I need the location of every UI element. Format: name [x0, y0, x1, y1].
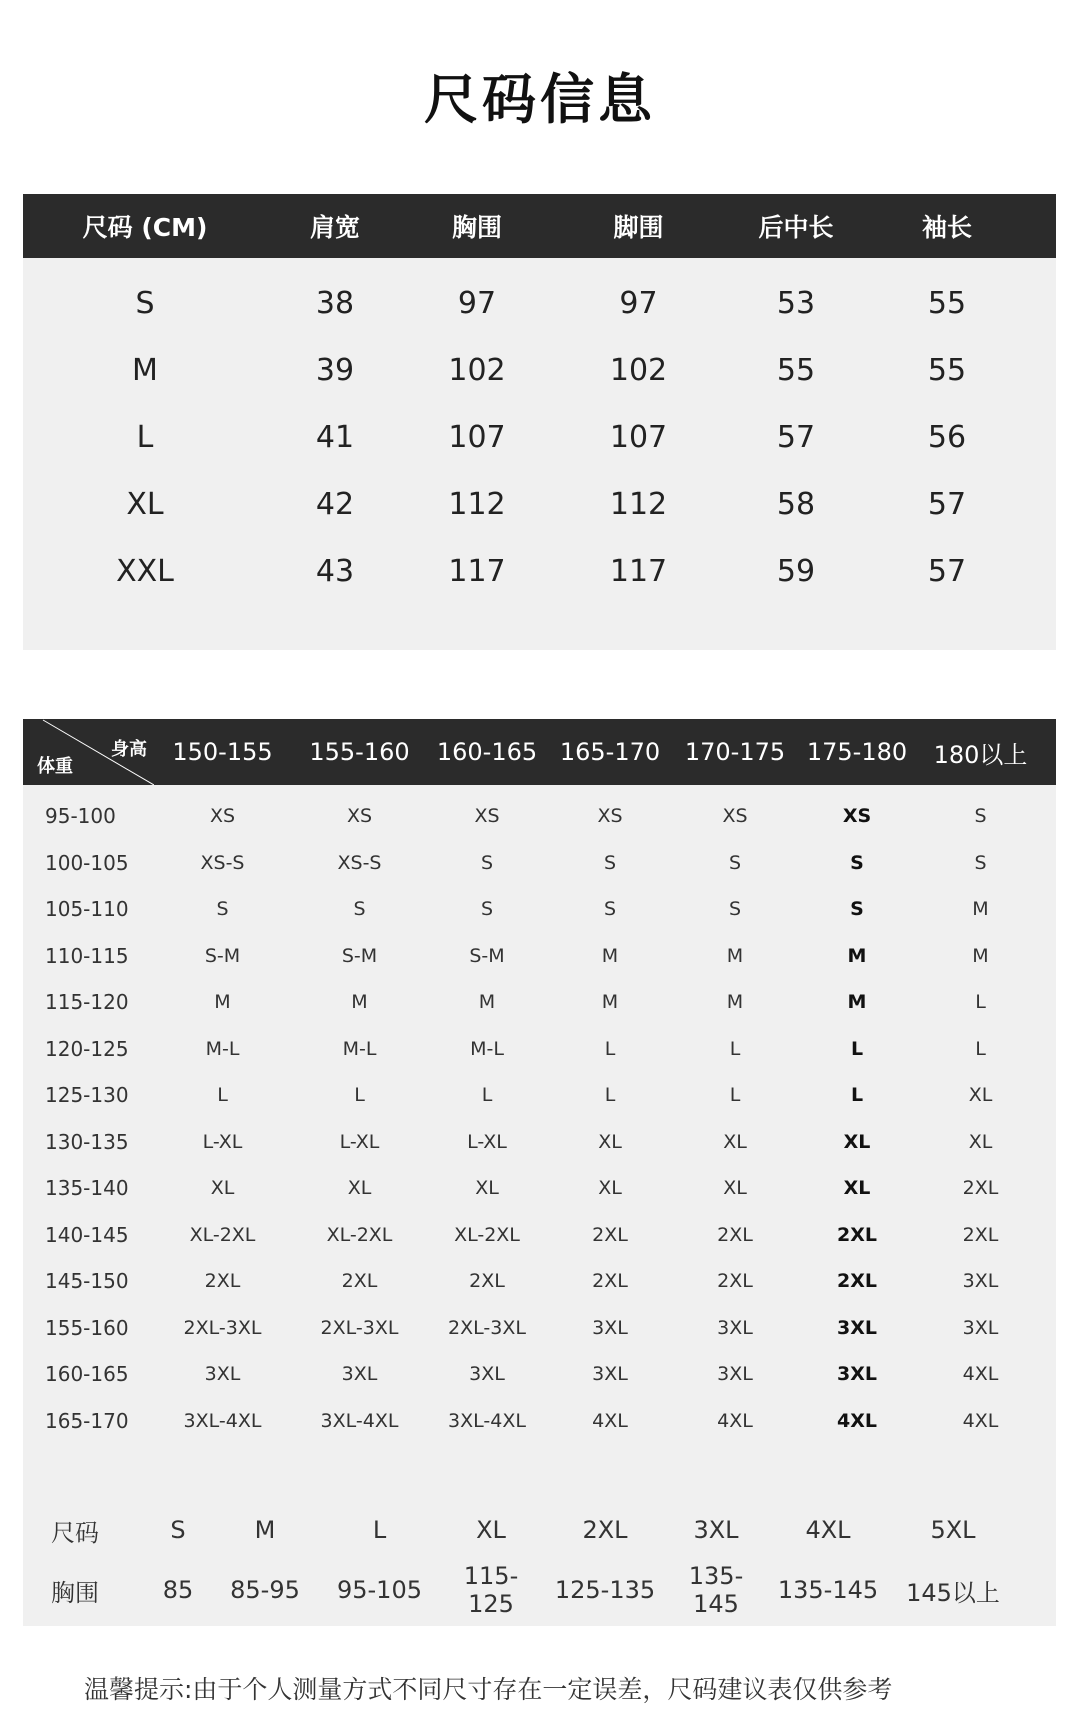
- table-cell: 55: [927, 286, 967, 321]
- size-cell: 4XL: [837, 1409, 877, 1432]
- height-header: 180以上: [933, 740, 1028, 769]
- size-cell: L: [850, 1037, 864, 1060]
- size-cell: 3XL: [962, 1316, 999, 1339]
- table-row: [23, 1212, 1056, 1259]
- table-cell: 102: [448, 353, 506, 388]
- size-cell: S: [353, 898, 366, 921]
- size-cell: L-XL: [339, 1130, 380, 1153]
- size-cell: 2XL: [837, 1223, 877, 1246]
- size-cell: L: [729, 1037, 741, 1060]
- weight-label: 120-125: [45, 1036, 129, 1061]
- size-cell: S: [603, 851, 617, 874]
- size-cell: S-M: [469, 944, 505, 967]
- table-row: [23, 933, 1056, 980]
- size-cell: 4XL: [592, 1409, 628, 1432]
- table-row: [23, 538, 1056, 605]
- size-cell: M-L: [342, 1037, 377, 1060]
- table-row: [23, 1305, 1056, 1352]
- table-cell: 112: [609, 487, 668, 522]
- size-cell: XL: [210, 1177, 235, 1200]
- table-row: [23, 270, 1056, 337]
- size-cell: S: [974, 805, 987, 828]
- table-cell: 58: [776, 487, 816, 522]
- header-shoulder: 肩宽: [309, 213, 360, 242]
- size-cell: S: [603, 898, 617, 921]
- weight-label: 145-150: [45, 1269, 129, 1294]
- chest-table-chest-row: [23, 1560, 1056, 1620]
- table-cell: 97: [457, 286, 497, 321]
- recommendation-header: [23, 719, 1056, 785]
- height-header: 175-180: [806, 738, 908, 766]
- table-cell: 112: [448, 487, 506, 522]
- chest-cell: 135-145: [777, 1576, 879, 1604]
- page-title: 尺码信息: [424, 68, 656, 131]
- size-cell: M: [351, 991, 368, 1014]
- size-cell: XL: [476, 1516, 506, 1544]
- size-cell: 2XL: [582, 1516, 628, 1544]
- size-cell: 3XL: [717, 1316, 753, 1339]
- size-cell: S: [728, 851, 742, 874]
- table-cell: 107: [609, 420, 668, 455]
- height-header: 150-155: [172, 738, 273, 766]
- table-row: [23, 1119, 1056, 1166]
- size-cell: 3XL-4XL: [320, 1409, 399, 1432]
- size-cell: 3XL: [717, 1363, 753, 1386]
- size-cell: XL: [843, 1177, 871, 1200]
- table-cell: 41: [315, 420, 355, 455]
- weight-label: 155-160: [45, 1315, 129, 1340]
- size-cell: 3XL: [204, 1363, 241, 1386]
- table-row: [23, 337, 1056, 404]
- table-cell: 59: [776, 554, 816, 589]
- weight-label: 125-130: [45, 1083, 129, 1108]
- weight-label: 140-145: [45, 1222, 129, 1247]
- size-cell: XL-2XL: [454, 1223, 520, 1246]
- table-row: [23, 404, 1056, 471]
- size-cell: M: [601, 944, 619, 967]
- size-cell: 2XL: [469, 1270, 505, 1293]
- size-cell: M: [726, 944, 744, 967]
- size-cell: 4XL: [805, 1516, 851, 1544]
- recommendation-body: [23, 785, 1056, 1531]
- weight-label: 110-115: [45, 943, 129, 968]
- size-cell: XS: [346, 805, 373, 828]
- size-cell: XS: [842, 805, 872, 828]
- chest-size-table: [23, 1493, 1056, 1626]
- size-cell: M: [254, 1516, 276, 1544]
- size-cell: 4XL: [717, 1409, 753, 1432]
- size-cell: XS: [209, 805, 236, 828]
- size-cell: 2XL: [592, 1270, 628, 1293]
- weight-label: 105-110: [45, 897, 129, 922]
- size-cell: L-XL: [467, 1130, 507, 1153]
- size-cell: 2XL: [592, 1223, 628, 1246]
- weight-label: 95-100: [45, 804, 116, 829]
- table-row: [23, 1165, 1056, 1212]
- chest-cell: 85: [162, 1576, 194, 1604]
- size-cell: L: [729, 1084, 741, 1107]
- size-cell: XL: [598, 1177, 622, 1200]
- table-cell: 97: [619, 286, 658, 321]
- size-cell: M: [478, 991, 496, 1014]
- corner-weight-label: 体重: [37, 756, 73, 777]
- table-cell: 57: [927, 554, 967, 589]
- size-cell: M: [847, 991, 867, 1014]
- size-cell: XL: [843, 1130, 871, 1153]
- header-chest: 胸围: [451, 213, 502, 242]
- size-cell: XL: [347, 1177, 372, 1200]
- table-cell: 55: [776, 353, 816, 388]
- table-cell: M: [132, 353, 158, 388]
- size-cell: M: [214, 991, 231, 1014]
- size-cell: XL: [723, 1177, 747, 1200]
- size-cell: XL: [968, 1084, 993, 1107]
- size-row-label: 尺码: [51, 1518, 99, 1547]
- header-hem: 脚围: [613, 213, 664, 242]
- chest-cell: 95-105: [336, 1576, 422, 1604]
- chest-cell: 85-95: [230, 1576, 300, 1604]
- table-row: [23, 886, 1056, 933]
- size-cell: 3XL-4XL: [448, 1409, 526, 1432]
- size-cell: XL: [475, 1177, 499, 1200]
- size-cell: S: [850, 851, 864, 874]
- table-row: [23, 1351, 1056, 1398]
- size-cell: L: [481, 1084, 493, 1107]
- table-cell: 56: [927, 420, 967, 455]
- table-row: [23, 1026, 1056, 1073]
- chest-cell: 115-125: [463, 1562, 519, 1618]
- size-cell: XL: [598, 1130, 622, 1153]
- size-cell: S: [480, 898, 494, 921]
- header-corner: [23, 719, 154, 785]
- table-cell: 102: [609, 353, 668, 388]
- weight-label: 160-165: [45, 1362, 129, 1387]
- height-header: 165-170: [559, 738, 661, 766]
- size-cell: L: [850, 1084, 864, 1107]
- height-header: 160-165: [436, 738, 538, 766]
- table-cell: 107: [448, 420, 506, 455]
- size-table-body: [23, 258, 1056, 650]
- size-cell: L: [975, 991, 986, 1014]
- size-recommendation-table: [23, 719, 1056, 1531]
- table-cell: 42: [315, 487, 355, 522]
- size-cell: XS-S: [337, 851, 382, 874]
- size-cell: L: [217, 1084, 228, 1107]
- table-row: [23, 979, 1056, 1026]
- chest-table-size-row: [23, 1500, 1056, 1560]
- size-cell: M-L: [205, 1037, 240, 1060]
- size-cell: XL-2XL: [326, 1223, 393, 1246]
- size-cell: 3XL: [962, 1270, 999, 1293]
- table-cell: S: [135, 286, 155, 321]
- height-header: 155-160: [309, 738, 410, 766]
- table-cell: 55: [927, 353, 967, 388]
- size-cell: XS: [597, 805, 623, 828]
- weight-label: 135-140: [45, 1176, 129, 1201]
- corner-height-label: 身高: [111, 739, 147, 760]
- chest-cell: 125-135: [554, 1576, 656, 1604]
- size-cell: S: [850, 898, 864, 921]
- size-cell: 3XL: [693, 1516, 739, 1544]
- size-cell: 3XL: [837, 1363, 877, 1386]
- size-cell: M: [972, 898, 989, 921]
- size-measurement-table: [23, 194, 1056, 650]
- size-cell: 3XL: [592, 1316, 628, 1339]
- size-cell: S: [728, 898, 742, 921]
- table-row: [23, 840, 1056, 887]
- table-cell: 57: [927, 487, 967, 522]
- size-cell: 3XL: [341, 1363, 378, 1386]
- size-cell: S: [170, 1516, 186, 1544]
- size-cell: L: [604, 1084, 616, 1107]
- size-cell: XL-2XL: [189, 1223, 256, 1246]
- size-cell: 3XL: [469, 1363, 505, 1386]
- table-cell: 39: [315, 353, 355, 388]
- table-cell: XL: [126, 487, 164, 522]
- table-row: [23, 1398, 1056, 1445]
- size-tip-note: 温馨提示:由于个人测量方式不同尺寸存在一定误差，尺码建议表仅供参考: [84, 1675, 893, 1704]
- size-cell: 2XL: [204, 1270, 241, 1293]
- size-cell: M: [847, 944, 867, 967]
- size-cell: M: [972, 944, 989, 967]
- size-cell: S: [480, 851, 494, 874]
- size-cell: 2XL: [717, 1270, 753, 1293]
- size-table-header: [23, 194, 1056, 258]
- weight-label: 100-105: [45, 850, 129, 875]
- size-cell: 2XL: [717, 1223, 753, 1246]
- size-cell: 4XL: [962, 1363, 999, 1386]
- size-cell: XL: [968, 1130, 993, 1153]
- table-cell: 57: [776, 420, 816, 455]
- size-cell: 5XL: [930, 1516, 976, 1544]
- table-cell: XXL: [116, 554, 174, 589]
- size-cell: L: [604, 1037, 616, 1060]
- size-cell: 2XL: [341, 1270, 378, 1293]
- size-cell: L: [372, 1516, 387, 1544]
- size-cell: 2XL: [962, 1223, 999, 1246]
- chest-cell: 145以上: [906, 1578, 1000, 1607]
- size-cell: S-M: [341, 944, 378, 967]
- header-size: 尺码 (CM): [82, 213, 208, 242]
- size-cell: 2XL-3XL: [183, 1316, 262, 1339]
- size-cell: L-XL: [202, 1130, 243, 1153]
- chest-row-label: 胸围: [51, 1578, 99, 1607]
- size-cell: XS-S: [200, 851, 245, 874]
- size-cell: S: [974, 851, 987, 874]
- table-cell: 53: [776, 286, 816, 321]
- header-sleeve: 袖长: [921, 213, 972, 242]
- size-cell: 2XL: [837, 1270, 877, 1293]
- table-cell: 117: [448, 554, 506, 589]
- size-cell: M-L: [470, 1037, 504, 1060]
- size-cell: S-M: [204, 944, 241, 967]
- size-cell: 2XL: [962, 1177, 999, 1200]
- size-cell: L: [354, 1084, 365, 1107]
- header-back-length: 后中长: [758, 213, 834, 242]
- table-row: [23, 1258, 1056, 1305]
- size-cell: 2XL-3XL: [448, 1316, 526, 1339]
- size-cell: M: [726, 991, 744, 1014]
- table-cell: L: [136, 420, 154, 455]
- size-cell: L: [975, 1037, 986, 1060]
- size-cell: 2XL-3XL: [320, 1316, 399, 1339]
- size-cell: M: [601, 991, 619, 1014]
- weight-label: 165-170: [45, 1408, 129, 1433]
- chest-cell: 135-145: [688, 1562, 744, 1618]
- table-cell: 43: [315, 554, 355, 589]
- size-cell: XS: [474, 805, 500, 828]
- table-cell: 38: [315, 286, 355, 321]
- table-row: [23, 1072, 1056, 1119]
- table-cell: 117: [609, 554, 668, 589]
- size-cell: XS: [722, 805, 748, 828]
- size-cell: XL: [723, 1130, 747, 1153]
- weight-label: 115-120: [45, 990, 129, 1015]
- height-header: 170-175: [684, 738, 786, 766]
- size-cell: S: [216, 898, 229, 921]
- table-row: [23, 793, 1056, 840]
- size-cell: 3XL: [837, 1316, 877, 1339]
- size-cell: 3XL: [592, 1363, 628, 1386]
- table-row: [23, 471, 1056, 538]
- size-cell: 4XL: [962, 1409, 999, 1432]
- size-cell: 3XL-4XL: [183, 1409, 262, 1432]
- weight-label: 130-135: [45, 1129, 129, 1154]
